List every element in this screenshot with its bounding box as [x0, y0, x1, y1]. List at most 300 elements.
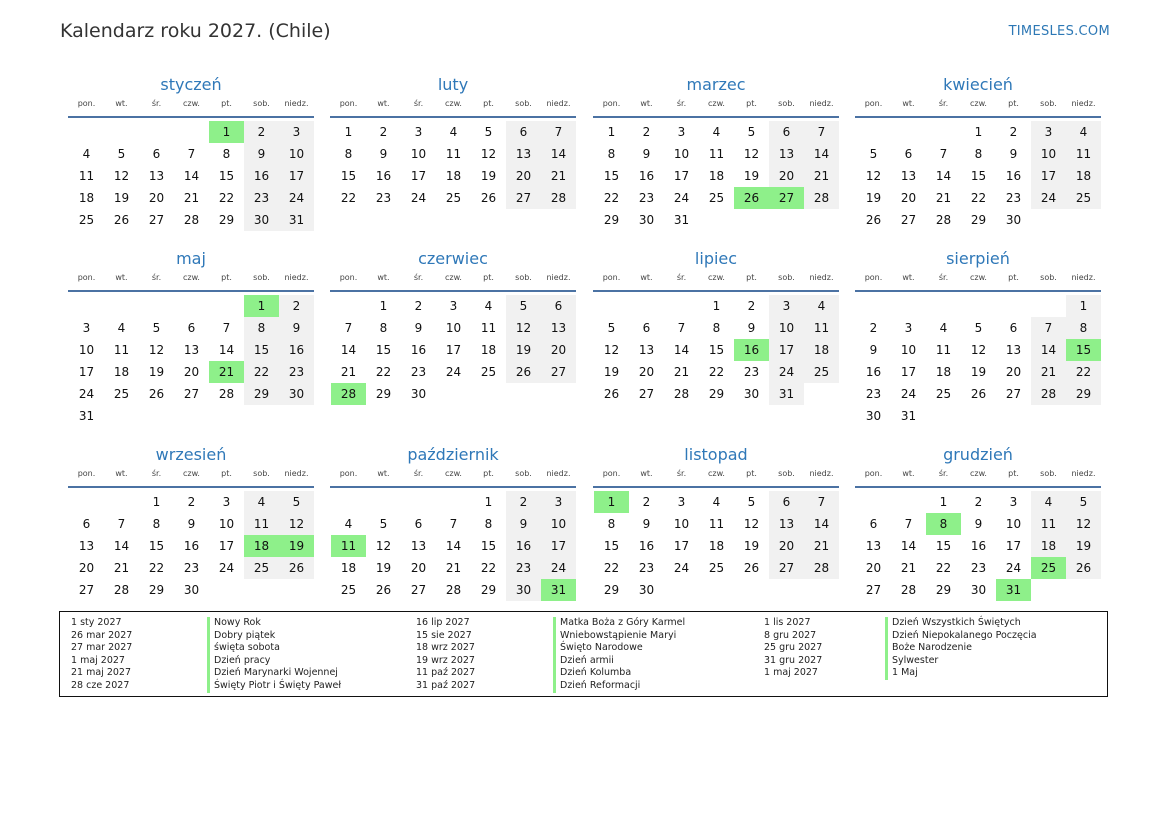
weekday-label: niedz.	[284, 469, 309, 478]
day-grid	[855, 491, 1101, 601]
holiday-day-cell: 8	[926, 513, 961, 535]
day-cell: 13	[638, 343, 655, 357]
holiday-name: Dzień Niepokalanego Poczęcia	[885, 630, 1037, 643]
day-cell: 25	[708, 561, 725, 575]
day-cell: 9	[187, 517, 196, 531]
day-cell: 13	[769, 143, 804, 165]
month-name: wrzesień	[155, 445, 227, 464]
day-cell: 23	[638, 191, 655, 205]
day-cell: 27	[541, 361, 576, 383]
weekday-label: śr.	[413, 469, 424, 478]
weekday-label: wt.	[115, 469, 128, 478]
day-cell: 13	[506, 143, 541, 165]
day-cell: 14	[900, 539, 917, 553]
day-cell: 27	[78, 583, 95, 597]
day-cell: 18	[804, 339, 839, 361]
day-cell: 21	[804, 165, 839, 187]
day-cell: 2	[1009, 125, 1018, 139]
day-empty	[856, 295, 891, 317]
day-cell: 22	[1066, 361, 1101, 383]
day-empty	[139, 295, 174, 317]
day-cell: 2	[379, 125, 388, 139]
day-cell: 28	[935, 213, 952, 227]
day-cell: 30	[638, 213, 655, 227]
day-cell: 5	[869, 147, 878, 161]
day-cell: 26	[1066, 557, 1101, 579]
month-name: styczeń	[160, 75, 222, 94]
day-cell: 31	[279, 209, 314, 231]
day-cell: 15	[480, 539, 497, 553]
day-cell: 6	[541, 295, 576, 317]
day-cell: 6	[414, 517, 423, 531]
day-cell: 11	[78, 169, 95, 183]
day-cell: 16	[244, 165, 279, 187]
day-cell: 22	[148, 561, 165, 575]
day-empty	[891, 491, 926, 513]
day-cell: 22	[244, 361, 279, 383]
day-cell: 21	[445, 561, 462, 575]
day-empty	[664, 295, 699, 317]
day-cell: 10	[445, 321, 462, 335]
day-cell: 16	[865, 365, 882, 379]
day-cell: 23	[865, 387, 882, 401]
day-cell: 7	[804, 491, 839, 513]
weekday-label: śr.	[413, 99, 424, 108]
day-cell: 3	[769, 295, 804, 317]
day-cell: 20	[1005, 365, 1022, 379]
holiday-date: 11 paź 2027	[416, 667, 476, 679]
day-cell: 15	[244, 339, 279, 361]
holiday-name: Święto Narodowe	[553, 642, 685, 655]
page-title: Kalendarz roku 2027. (Chile)	[60, 20, 331, 42]
holiday-name: Boże Narodzenie	[885, 642, 1037, 655]
holiday-day-cell: 15	[1066, 339, 1101, 361]
day-empty	[594, 295, 629, 317]
day-cell: 18	[708, 539, 725, 553]
day-cell: 29	[148, 583, 165, 597]
weekday-label: sob.	[1040, 99, 1057, 108]
day-cell: 8	[152, 517, 161, 531]
weekday-label: czw.	[970, 469, 987, 478]
day-cell: 7	[187, 147, 196, 161]
day-cell: 6	[642, 321, 651, 335]
day-cell: 9	[1009, 147, 1018, 161]
day-cell: 25	[244, 557, 279, 579]
holiday-name: 1 Maj	[885, 667, 1037, 680]
holiday-name: Święty Piotr i Święty Paweł	[207, 680, 341, 693]
day-cell: 28	[183, 213, 200, 227]
day-cell: 24	[445, 365, 462, 379]
day-cell: 8	[379, 321, 388, 335]
day-cell: 2	[414, 299, 423, 313]
day-cell: 3	[1031, 121, 1066, 143]
day-cell: 26	[148, 387, 165, 401]
day-grid	[330, 491, 576, 601]
day-cell: 23	[970, 561, 987, 575]
weekday-header	[855, 99, 1101, 118]
holiday-day-cell: 11	[331, 535, 366, 557]
day-cell: 30	[865, 409, 882, 423]
day-cell: 15	[340, 169, 357, 183]
day-cell: 6	[82, 517, 91, 531]
day-cell: 10	[900, 343, 917, 357]
day-cell: 24	[279, 187, 314, 209]
day-cell: 5	[379, 517, 388, 531]
weekday-label: sob.	[515, 469, 532, 478]
day-cell: 27	[506, 187, 541, 209]
day-cell: 4	[449, 125, 458, 139]
day-cell: 16	[506, 535, 541, 557]
day-cell: 17	[445, 343, 462, 357]
day-cell: 11	[445, 147, 462, 161]
day-cell: 8	[712, 321, 721, 335]
day-cell: 8	[484, 517, 493, 531]
day-cell: 23	[375, 191, 392, 205]
day-cell: 29	[1066, 383, 1101, 405]
day-cell: 13	[865, 539, 882, 553]
day-cell: 20	[638, 365, 655, 379]
day-cell: 28	[218, 387, 235, 401]
day-cell: 19	[743, 169, 760, 183]
day-cell: 2	[974, 495, 983, 509]
day-cell: 8	[974, 147, 983, 161]
weekday-label: pt.	[746, 273, 757, 282]
holiday-day-cell: 21	[209, 361, 244, 383]
day-cell: 2	[747, 299, 756, 313]
day-cell: 17	[78, 365, 95, 379]
day-cell: 29	[603, 583, 620, 597]
holiday-name: Dobry piątek	[207, 630, 341, 643]
day-cell: 14	[804, 513, 839, 535]
day-cell: 20	[865, 561, 882, 575]
day-cell: 20	[78, 561, 95, 575]
day-cell: 20	[769, 535, 804, 557]
weekday-label: niedz.	[1071, 273, 1096, 282]
day-cell: 29	[708, 387, 725, 401]
month-9	[68, 445, 314, 601]
holiday-day-cell: 27	[769, 187, 804, 209]
day-cell: 12	[279, 513, 314, 535]
day-cell: 31	[78, 409, 95, 423]
day-cell: 10	[218, 517, 235, 531]
day-cell: 24	[541, 557, 576, 579]
day-cell: 27	[148, 213, 165, 227]
day-cell: 26	[279, 557, 314, 579]
holiday-day-cell: 1	[209, 121, 244, 143]
day-cell: 7	[222, 321, 231, 335]
day-cell: 19	[743, 539, 760, 553]
day-empty	[629, 295, 664, 317]
holiday-day-cell: 1	[244, 295, 279, 317]
day-cell: 7	[344, 321, 353, 335]
weekday-label: czw.	[708, 273, 725, 282]
day-cell: 8	[222, 147, 231, 161]
weekday-label: niedz.	[809, 469, 834, 478]
day-cell: 3	[222, 495, 231, 509]
holiday-names-col-2	[553, 617, 685, 693]
weekday-label: sob.	[515, 99, 532, 108]
holiday-day-cell: 1	[594, 491, 629, 513]
day-cell: 14	[935, 169, 952, 183]
weekday-label: pt.	[483, 99, 494, 108]
holiday-day-cell: 28	[331, 383, 366, 405]
weekday-label: niedz.	[809, 273, 834, 282]
weekday-label: pt.	[221, 469, 232, 478]
day-cell: 17	[541, 535, 576, 557]
day-cell: 9	[244, 143, 279, 165]
day-cell: 23	[506, 557, 541, 579]
day-cell: 7	[117, 517, 126, 531]
day-cell: 30	[183, 583, 200, 597]
month-name: maj	[176, 249, 206, 268]
day-cell: 12	[865, 169, 882, 183]
day-cell: 11	[1066, 143, 1101, 165]
day-cell: 5	[279, 491, 314, 513]
holiday-names-col-3	[885, 617, 1037, 680]
day-cell: 6	[869, 517, 878, 531]
weekday-label: pon.	[77, 273, 96, 282]
day-cell: 19	[113, 191, 130, 205]
month-name: sierpień	[946, 249, 1010, 268]
day-cell: 8	[607, 517, 616, 531]
weekday-header	[68, 469, 314, 488]
day-cell: 1	[974, 125, 983, 139]
day-cell: 17	[673, 539, 690, 553]
day-cell: 14	[445, 539, 462, 553]
day-empty	[856, 121, 891, 143]
day-empty	[366, 491, 401, 513]
day-cell: 24	[769, 361, 804, 383]
day-cell: 15	[970, 169, 987, 183]
holiday-name: Wniebowstąpienie Maryi	[553, 630, 685, 643]
weekday-label: pon.	[864, 469, 883, 478]
day-cell: 6	[1009, 321, 1018, 335]
holiday-date: 28 cze 2027	[71, 679, 130, 691]
day-cell: 25	[935, 387, 952, 401]
day-cell: 18	[1031, 535, 1066, 557]
day-cell: 28	[113, 583, 130, 597]
day-cell: 11	[708, 147, 725, 161]
day-cell: 9	[747, 321, 756, 335]
day-cell: 22	[603, 561, 620, 575]
weekday-label: czw.	[183, 273, 200, 282]
day-empty	[891, 121, 926, 143]
weekday-label: wt.	[640, 469, 653, 478]
day-cell: 12	[113, 169, 130, 183]
weekday-label: wt.	[377, 273, 390, 282]
day-cell: 4	[939, 321, 948, 335]
day-cell: 12	[375, 539, 392, 553]
day-cell: 2	[506, 491, 541, 513]
day-cell: 13	[1005, 343, 1022, 357]
day-cell: 6	[904, 147, 913, 161]
day-cell: 22	[340, 191, 357, 205]
weekday-header	[593, 273, 839, 292]
day-cell: 7	[449, 517, 458, 531]
day-cell: 18	[1066, 165, 1101, 187]
weekday-header	[593, 99, 839, 118]
day-cell: 4	[117, 321, 126, 335]
day-cell: 6	[769, 491, 804, 513]
weekday-label: śr.	[676, 469, 687, 478]
day-cell: 23	[410, 365, 427, 379]
day-cell: 15	[375, 343, 392, 357]
month-11	[593, 445, 839, 601]
day-cell: 20	[183, 365, 200, 379]
day-cell: 5	[506, 295, 541, 317]
holiday-list	[59, 611, 1108, 697]
holiday-date: 8 gru 2027	[764, 629, 817, 641]
day-cell: 18	[340, 561, 357, 575]
weekday-header	[68, 99, 314, 118]
day-cell: 11	[708, 517, 725, 531]
weekday-label: pt.	[221, 99, 232, 108]
day-cell: 27	[900, 213, 917, 227]
weekday-label: pt.	[483, 469, 494, 478]
day-empty	[104, 121, 139, 143]
day-cell: 23	[244, 187, 279, 209]
day-cell: 19	[865, 191, 882, 205]
day-cell: 10	[78, 343, 95, 357]
weekday-label: wt.	[902, 469, 915, 478]
weekday-label: pon.	[339, 469, 358, 478]
day-cell: 10	[769, 317, 804, 339]
day-empty	[926, 121, 961, 143]
weekday-header	[855, 273, 1101, 292]
day-cell: 23	[1005, 191, 1022, 205]
day-cell: 1	[484, 495, 493, 509]
day-cell: 1	[379, 299, 388, 313]
day-cell: 22	[708, 365, 725, 379]
holiday-name: Matka Boża z Góry Karmel	[553, 617, 685, 630]
holiday-date: 1 sty 2027	[71, 617, 122, 628]
day-cell: 14	[1031, 339, 1066, 361]
day-cell: 24	[1031, 187, 1066, 209]
day-cell: 31	[769, 383, 804, 405]
day-cell: 21	[113, 561, 130, 575]
day-cell: 27	[865, 583, 882, 597]
day-cell: 24	[900, 387, 917, 401]
day-cell: 5	[974, 321, 983, 335]
day-cell: 26	[743, 561, 760, 575]
day-cell: 12	[603, 343, 620, 357]
day-cell: 28	[445, 583, 462, 597]
holiday-name: Dzień Kolumba	[553, 667, 685, 680]
day-cell: 28	[804, 557, 839, 579]
holiday-day-cell: 18	[244, 535, 279, 557]
day-empty	[436, 491, 471, 513]
holiday-day-cell: 31	[541, 579, 576, 601]
weekday-header	[330, 469, 576, 488]
day-cell: 29	[480, 583, 497, 597]
day-cell: 22	[218, 191, 235, 205]
month-3	[593, 75, 839, 231]
day-cell: 14	[340, 343, 357, 357]
weekday-label: sob.	[1040, 469, 1057, 478]
day-cell: 16	[410, 343, 427, 357]
weekday-label: wt.	[902, 273, 915, 282]
day-cell: 16	[970, 539, 987, 553]
holiday-name: Dzień Reformacji	[553, 680, 685, 693]
day-empty	[104, 295, 139, 317]
weekday-label: czw.	[708, 99, 725, 108]
day-cell: 24	[673, 561, 690, 575]
weekday-label: wt.	[902, 99, 915, 108]
day-cell: 5	[747, 495, 756, 509]
day-cell: 28	[804, 187, 839, 209]
day-cell: 20	[410, 561, 427, 575]
day-cell: 17	[279, 165, 314, 187]
day-cell: 5	[484, 125, 493, 139]
day-cell: 22	[935, 561, 952, 575]
day-cell: 30	[970, 583, 987, 597]
weekday-label: sob.	[253, 273, 270, 282]
holiday-name: święta sobota	[207, 642, 341, 655]
day-cell: 5	[607, 321, 616, 335]
weekday-label: pon.	[864, 273, 883, 282]
day-cell: 8	[344, 147, 353, 161]
weekday-label: sob.	[778, 273, 795, 282]
day-cell: 30	[506, 579, 541, 601]
day-cell: 30	[279, 383, 314, 405]
day-cell: 25	[113, 387, 130, 401]
weekday-label: czw.	[183, 469, 200, 478]
day-cell: 15	[148, 539, 165, 553]
holiday-name: Nowy Rok	[207, 617, 341, 630]
day-cell: 17	[218, 539, 235, 553]
day-cell: 30	[244, 209, 279, 231]
day-cell: 2	[642, 125, 651, 139]
day-cell: 26	[603, 387, 620, 401]
weekday-label: czw.	[970, 273, 987, 282]
brand-link[interactable]: TIMESLES.COM	[1008, 24, 1110, 39]
weekday-label: czw.	[445, 99, 462, 108]
day-cell: 12	[743, 517, 760, 531]
weekday-label: czw.	[708, 469, 725, 478]
day-cell: 7	[804, 121, 839, 143]
holiday-day-cell: 26	[734, 187, 769, 209]
day-cell: 10	[279, 143, 314, 165]
weekday-label: śr.	[151, 469, 162, 478]
day-empty	[104, 491, 139, 513]
day-grid	[68, 121, 314, 231]
day-cell: 25	[1066, 187, 1101, 209]
day-cell: 10	[673, 147, 690, 161]
day-cell: 23	[183, 561, 200, 575]
day-cell: 24	[673, 191, 690, 205]
day-cell: 26	[113, 213, 130, 227]
day-cell: 2	[244, 121, 279, 143]
day-empty	[69, 491, 104, 513]
day-cell: 6	[152, 147, 161, 161]
day-cell: 31	[673, 213, 690, 227]
weekday-label: pon.	[602, 273, 621, 282]
holiday-name: Sylwester	[885, 655, 1037, 668]
day-cell: 22	[480, 561, 497, 575]
day-cell: 1	[152, 495, 161, 509]
day-cell: 2	[869, 321, 878, 335]
day-cell: 11	[113, 343, 130, 357]
weekday-header	[68, 273, 314, 292]
day-cell: 15	[935, 539, 952, 553]
day-cell: 17	[1031, 165, 1066, 187]
day-cell: 18	[935, 365, 952, 379]
day-cell: 9	[506, 513, 541, 535]
weekday-label: wt.	[377, 469, 390, 478]
day-cell: 6	[187, 321, 196, 335]
day-cell: 29	[244, 383, 279, 405]
day-cell: 3	[677, 495, 686, 509]
